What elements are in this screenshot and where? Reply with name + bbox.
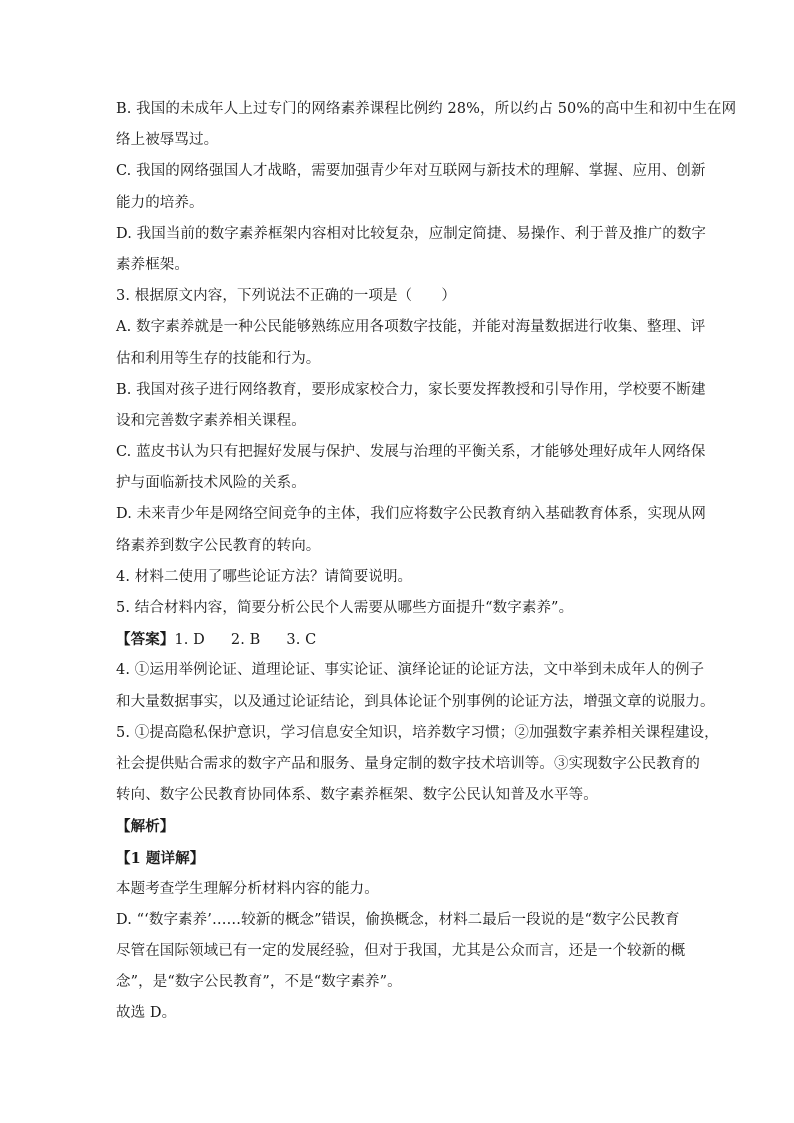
text-line: 社会提供贴合需求的数字产品和服务、量身定制的数字技术培训等。③实现数字公民教育的 xyxy=(116,755,700,772)
text-line: 能力的培养。 xyxy=(116,194,204,211)
text-line: 故选 D。 xyxy=(116,1005,177,1022)
answer-item: 3. C xyxy=(286,632,317,649)
question-4: 4. 材料二使用了哪些论证方法？请简要说明。 xyxy=(116,568,413,585)
answer-item: 1. D xyxy=(174,632,205,649)
text-line: 尽管在国际领域已有一定的发展经验，但对于我国，尤其是公众而言，还是一个较新的概 xyxy=(116,943,686,960)
text-line: 素养框架。 xyxy=(116,256,189,273)
q1-detail-heading: 【1 题详解】 xyxy=(116,849,205,867)
text-line: 络素养到数字公民教育的转向。 xyxy=(116,537,321,554)
text-line: 估和利用等生存的技能和行为。 xyxy=(116,350,321,367)
option-c: C. 蓝皮书认为只有把握好发展与保护、发展与治理的平衡关系，才能够处理好成年人网络保 xyxy=(116,444,706,461)
question-5: 5. 结合材料内容，简要分析公民个人需要从哪些方面提升“数字素养”。 xyxy=(116,600,574,616)
answer-item: 2. B xyxy=(230,632,261,649)
text-line: 护与面临新技术风险的关系。 xyxy=(116,475,306,492)
answer-label: 【答案】 xyxy=(116,631,175,649)
text-line: D. “‘数字素养’……较新的概念”错误，偷换概念，材料二最后一段说的是“数字公民教育 xyxy=(116,911,680,928)
answer-4-line: 4. ①运用举例论证、道理论证、事实论证、演绎论证的论证方法，文中举到未成年人的例子 xyxy=(116,662,705,679)
option-a: A. 数字素养就是一种公民能够熟练应用各项数字技能，并能对海量数据进行收集、整理、评 xyxy=(116,319,706,336)
text-line: 和大量数据事实，以及通过论证结论，到具体论证个别事例的论证方法，增强文章的说服力。 xyxy=(116,693,715,710)
answer-5-line: 5. ①提高隐私保护意识，学习信息安全知识，培养数字习惯；②加强数字素养相关课程建设， xyxy=(116,724,719,741)
text-line: C. 我国的网络强国人才战略，需要加强青少年对互联网与新技术的理解、掌握、应用、创新 xyxy=(116,163,706,180)
option-d: D. 未来青少年是网络空间竞争的主体，我们应将数字公民教育纳入基础教育体系，实现从网 xyxy=(116,506,707,523)
option-b: B. 我国对孩子进行网络教育，要形成家校合力，家长要发挥教授和引导作用，学校要不断建 xyxy=(116,381,706,398)
answer-line xyxy=(116,624,686,655)
document-page xyxy=(116,94,737,1030)
text-line: D. 我国当前的数字素养框架内容相对比较复杂，应制定简捷、易操作、利于普及推广的数字 xyxy=(116,225,707,242)
text-line: 本题考查学生理解分析材料内容的能力。 xyxy=(116,880,379,897)
analysis-heading: 【解析】 xyxy=(116,818,175,836)
text-line: 转向、数字公民教育协同体系、数字素养框架、数字公民认知普及水平等。 xyxy=(116,787,598,804)
text-line: 设和完善数字素养相关课程。 xyxy=(116,412,306,429)
text-line: 念”，是“数字公民教育”，不是“数字素养”。 xyxy=(116,974,402,991)
question-3: 3. 根据原文内容，下列说法不正确的一项是（ ） xyxy=(116,288,456,305)
text-line: 络上被辱骂过。 xyxy=(116,132,219,149)
text-line: B. 我国的未成年人上过专门的网络素养课程比例约 28%，所以约占 50%的高中生和初中生在网 xyxy=(116,101,737,117)
